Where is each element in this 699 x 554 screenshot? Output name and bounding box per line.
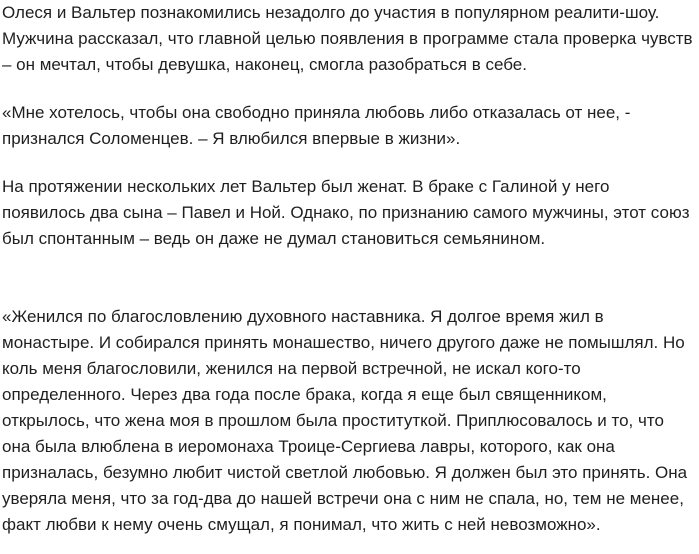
paragraph-intro: Олеся и Вальтер познакомились незадолго до участия в популярном реалити-шоу. Мужчина рассказал, что главной целью появления в программе стала проверка чувств – он мечтал, чтобы девушка, наконец, смогла разобраться в себе. — [2, 3, 693, 74]
paragraph-quote-love: «Мне хотелось, чтобы она свободно приняла любовь либо отказалась от нее, - признался Соломенцев. – Я влюбился впервые в жизни». — [2, 103, 631, 148]
paragraph-marriage: На протяжении нескольких лет Вальтер был женат. В браке с Галиной у него появилось два сына – Павел и Ной. Однако, по признанию самого мужчины, этот союз был спонтанным – ведь он даже не думал становиться семьянином. — [2, 177, 690, 248]
paragraph-quote-monastery: «Женился по благословлению духовного наставника. Я долгое время жил в монастыре. И собирался принять монашество, ничего другого даже не помышлял. Но коль меня благословили, женился на первой встречной, не искал кого-то определенного. Через два года после брака, когда я еще был священником, открылось, что жена моя в прошлом была проституткой. Приплюсовалось и то, что она была влюблена в иеромонаха Троице-Сергиева лавры, которого, как она призналась, безумно любит чистой светлой любовью. Я должен был это принять. Она уверяла меня, что за год-два до нашей встречи она с ним не спала, но, тем не менее, факт любви к нему очень смущал, я понимал, что жить с ней невозможно». — [2, 307, 688, 534]
